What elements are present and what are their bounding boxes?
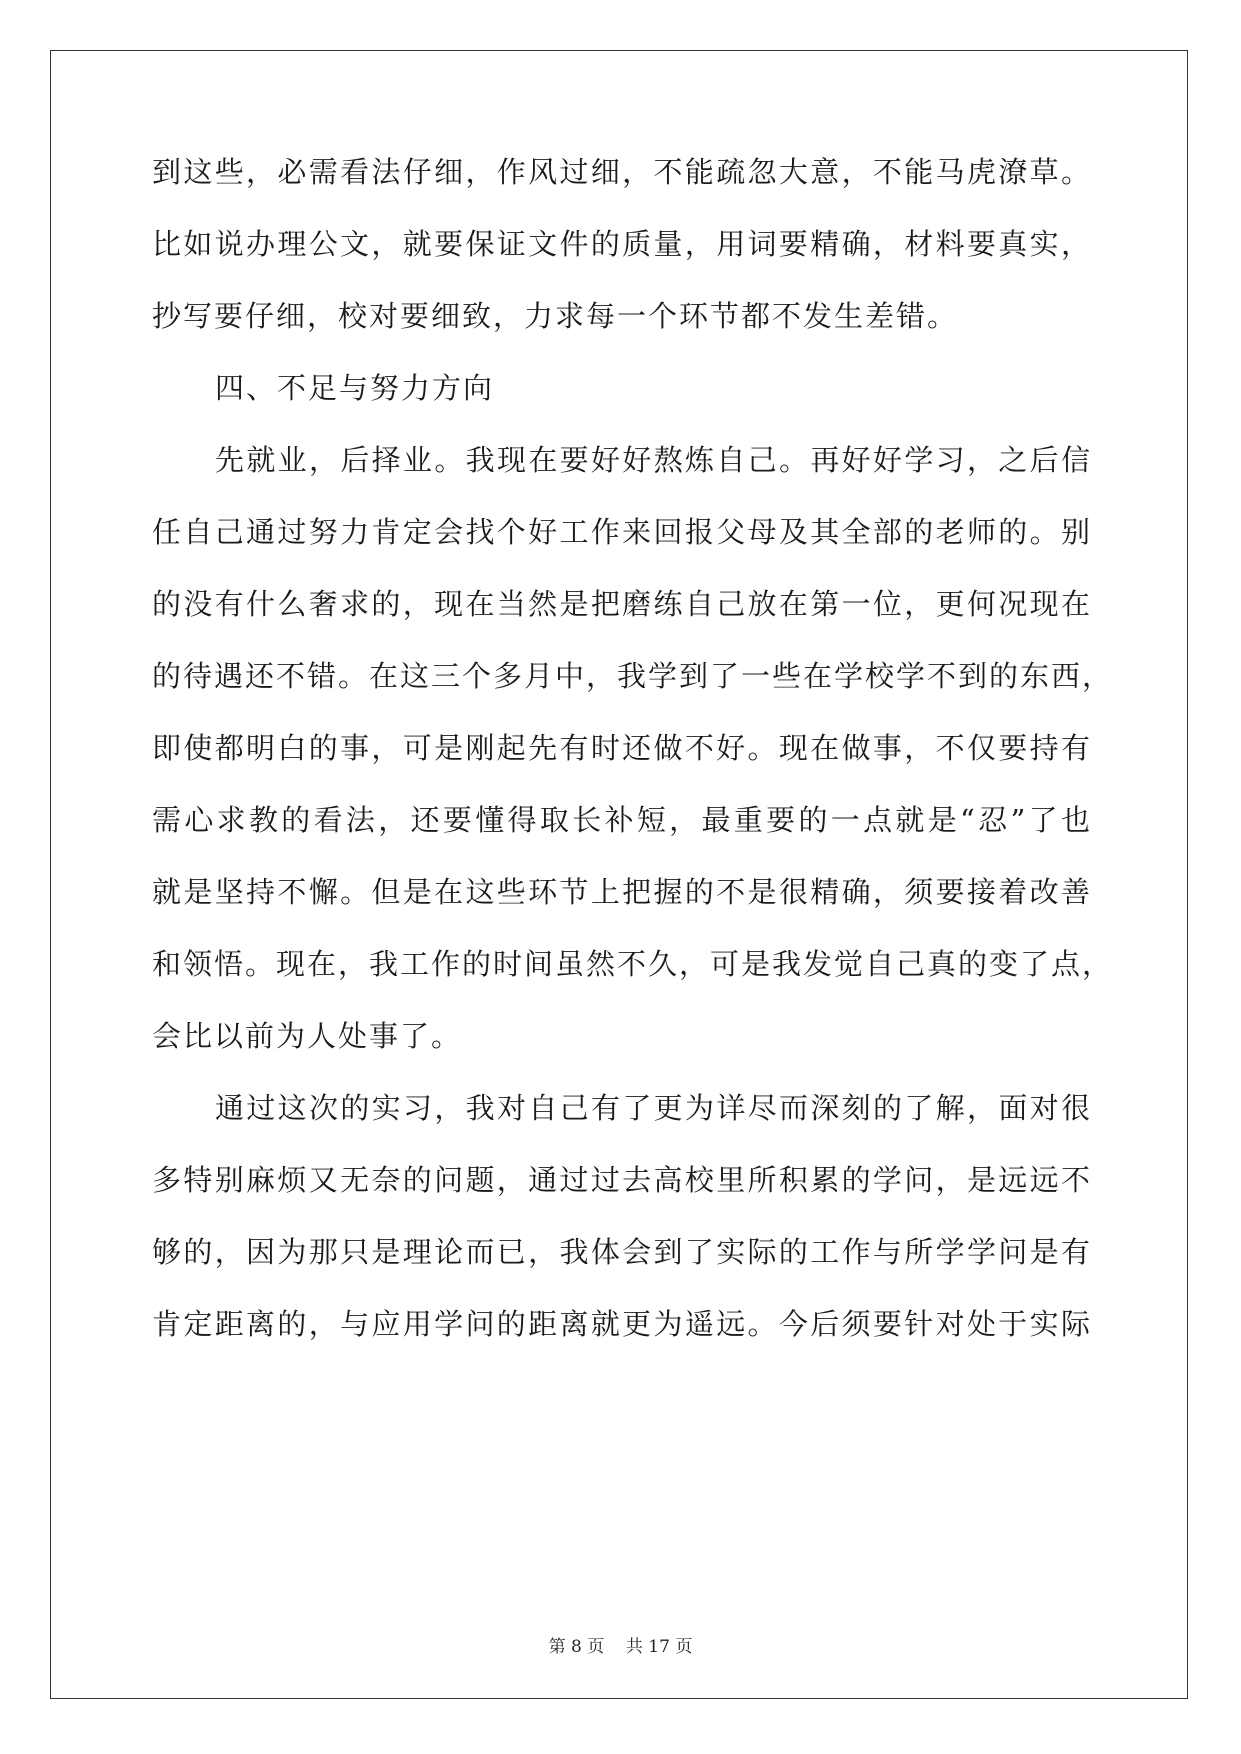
text-line: 即使都明白的事，可是刚起先有时还做不好。现在做事，不仅要持有 [152, 731, 1092, 765]
text-line: 就是坚持不懈。但是在这些环节上把握的不是很精确，须要接着改善 [152, 875, 1092, 909]
text-line: 多特别麻烦又无奈的问题，通过过去高校里所积累的学问，是远远不 [152, 1163, 1092, 1197]
text-line: 通过这次的实习，我对自己有了更为详尽而深刻的了解，面对很 [215, 1091, 1092, 1125]
text-line: 需心求教的看法，还要懂得取长补短，最重要的一点就是“忍”了也 [152, 803, 1092, 837]
text-line: 会比以前为人处事了。 [152, 1019, 463, 1053]
text-line: 任自己通过努力肯定会找个好工作来回报父母及其全部的老师的。别 [152, 515, 1092, 549]
text-line: 的待遇还不错。在这三个多月中，我学到了一些在学校学不到的东西， [152, 659, 1114, 693]
text-line: 到这些，必需看法仔细，作风过细，不能疏忽大意，不能马虎潦草。 [152, 155, 1092, 189]
text-line: 够的，因为那只是理论而已，我体会到了实际的工作与所学学问是有 [152, 1235, 1092, 1269]
page-footer [0, 1635, 1241, 1659]
text-line: 肯定距离的，与应用学问的距离就更为遥远。今后须要针对处于实际 [152, 1307, 1092, 1341]
page-total: 共 17 页 [625, 1637, 693, 1657]
section-heading: 四、不足与努力方向 [215, 371, 495, 405]
text-line: 比如说办理公文，就要保证文件的质量，用词要精确，材料要真实， [152, 227, 1092, 261]
text-line: 先就业，后择业。我现在要好好熬炼自己。再好好学习，之后信 [215, 443, 1092, 477]
text-line: 和领悟。现在，我工作的时间虽然不久，可是我发觉自己真的变了点， [152, 947, 1114, 981]
text-line: 的没有什么奢求的，现在当然是把磨练自己放在第一位，更何况现在 [152, 587, 1092, 621]
page-number: 第 8 页 [548, 1637, 605, 1657]
text-line: 抄写要仔细，校对要细致，力求每一个环节都不发生差错。 [152, 299, 959, 333]
